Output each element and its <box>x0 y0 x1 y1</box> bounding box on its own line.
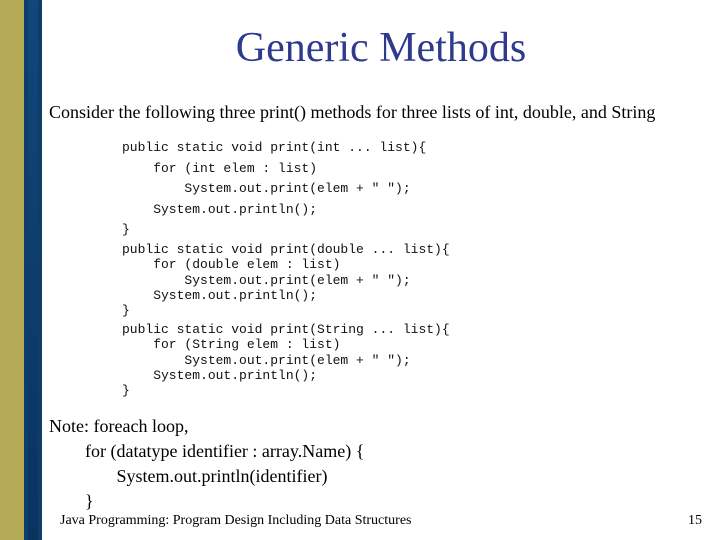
footer-text: Java Programming: Program Design Including Data Structures <box>60 513 412 528</box>
foreach-note: Note: foreach loop, for (datatype identifier : array.Name) { System.out.println(identifier) } <box>49 416 365 511</box>
code-block-string: public static void print(String ... list){ for (String elem : list) System.out.print(elem + " "); System.out.println(); } <box>122 322 450 399</box>
slide-title: Generic Methods <box>235 25 527 71</box>
code-block-double: public static void print(double ... list){ for (double elem : list) System.out.print(elem + " "); System.out.println(); } <box>122 242 450 319</box>
intro-text: Consider the following three print() methods for three lists of int, double, and String <box>49 102 656 122</box>
side-bar-olive <box>0 0 24 540</box>
page-number: 15 <box>688 513 702 528</box>
code-block-int: public static void print(int ... list){ for (int elem : list) System.out.print(elem + " "); System.out.println(); } <box>122 140 427 237</box>
side-bar-navy <box>24 0 42 540</box>
